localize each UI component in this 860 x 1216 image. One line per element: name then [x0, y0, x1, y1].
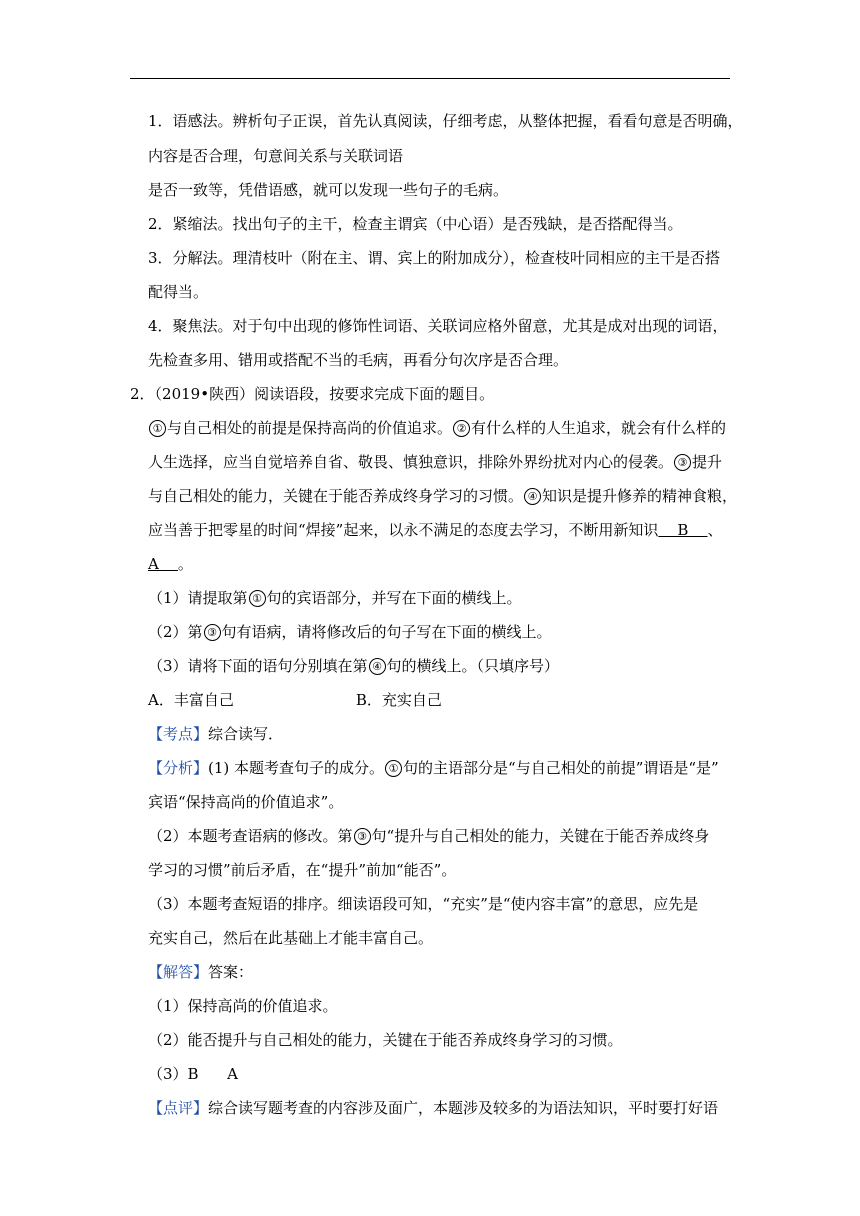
analysis-line-1: 【分析】(1) 本题考查句子的成分。 ① 句的主语部分是“与自己相处的前提”谓语是“是”	[148, 759, 719, 777]
answer-1: （1）保持高尚的价值追求。	[148, 997, 338, 1015]
analysis-tag: 【分析】	[148, 759, 209, 777]
circle-number-3: ③	[354, 828, 371, 845]
sub-question-3: （3）请将下面的语句分别填在第 ④ 句的横线上。（只填序号）	[148, 657, 560, 675]
method-4-line: 4．聚焦法。对于句中出现的修饰性词语、关联词应格外留意，尤其是成对出现的词语，	[148, 317, 728, 335]
answer-2: （2）能否提升与自己相处的能力，关键在于能否养成终身学习的习惯。	[148, 1031, 623, 1049]
analysis-line-5: （3）本题考查短语的排序。细读语段可知，“充实”是“使内容丰富”的意思，应先是	[148, 895, 699, 913]
answer-3: （3）B A	[148, 1065, 239, 1083]
sub-question-2: （2）第 ③ 句有语病，请将修改后的句子写在下面的横线上。	[148, 623, 552, 641]
blank-answer-a: A	[148, 555, 178, 573]
circle-number-3: ③	[674, 454, 691, 471]
analysis-line-4: 学习的习惯”前后矛盾，在“提升”前加“能否”。	[148, 861, 457, 879]
circle-number-1: ①	[249, 590, 266, 607]
analysis-line-3: （2）本题考查语病的修改。第 ③ 句“提升与自己相处的能力，关键在于能否养成终身	[148, 827, 710, 845]
method-1-line-3: 是否一致等，凭借语感，就可以发现一些句子的毛病。	[148, 181, 509, 199]
passage-line-1: ① 与自己相处的前提是保持高尚的价值追求。 ② 有什么样的人生追求，就会有什么样的	[148, 418, 726, 438]
circle-number-4: ④	[369, 658, 386, 675]
option-b: B．充实自己	[355, 691, 442, 709]
blank-answer-b: B	[658, 521, 708, 539]
circle-number-2: ②	[453, 420, 470, 437]
analysis-line-2: 宾语“保持高尚的价值追求”。	[148, 793, 344, 811]
method-3-line-2: 配得当。	[148, 283, 209, 301]
passage-line-2: 人生选择，应当自觉培养自省、敬畏、慎独意识，排除外界纷扰对内心的侵袭。 ③ 提升	[148, 453, 723, 471]
method-1-line: 1．语感法。辨析句子正误，首先认真阅读，仔细考虑，从整体把握，看看句意是否明确，	[148, 112, 743, 130]
circle-number-4: ④	[524, 488, 541, 505]
passage-line-4: 应当善于把零星的时间“焊接”起来，以永不满足的态度去学习，不断用新知识 B 、	[148, 521, 723, 539]
analysis-line-6: 充实自己，然后在此基础上才能丰富自己。	[148, 929, 434, 947]
answer-tag: 【解答】	[148, 963, 209, 981]
comment-tag: 【点评】	[148, 1099, 209, 1117]
method-1-line-2: 内容是否合理，句意间关系与关联词语	[148, 147, 404, 165]
header-rule	[130, 78, 730, 79]
question-heading: 2．（2019•陕西）阅读语段，按要求完成下面的题目。	[130, 385, 495, 403]
passage-line-3: 与自己相处的能力，关键在于能否养成终身学习的习惯。 ④ 知识是提升修养的精神食粮，	[148, 487, 738, 505]
passage-line-5: A 。	[148, 555, 193, 573]
method-4-line-2: 先检查多用、错用或搭配不当的毛病，再看分句次序是否合理。	[148, 351, 569, 369]
options-line	[148, 690, 442, 710]
option-a: A．丰富自己	[148, 691, 234, 709]
kaodian-line: 【考点】综合读写．	[148, 725, 284, 743]
kaodian-tag: 【考点】	[148, 725, 209, 743]
answer-heading: 【解答】答案：	[148, 963, 254, 981]
method-3-line: 3．分解法。理清枝叶（附在主、谓、宾上的附加成分），检查枝叶同相应的主干是否搭	[148, 249, 721, 267]
sub-question-1: （1）请提取第 ① 句的宾语部分，并写在下面的横线上。	[148, 589, 522, 607]
circle-number-1: ①	[149, 420, 166, 437]
comment-line: 【点评】综合读写题考查的内容涉及面广，本题涉及较多的为语法知识，平时要打好语	[148, 1099, 719, 1117]
method-2-line: 2．紧缩法。找出句子的主干，检查主谓宾（中心语）是否残缺，是否搭配得当。	[148, 215, 683, 233]
circle-number-3: ③	[204, 624, 221, 641]
circle-number-1: ①	[385, 760, 402, 777]
